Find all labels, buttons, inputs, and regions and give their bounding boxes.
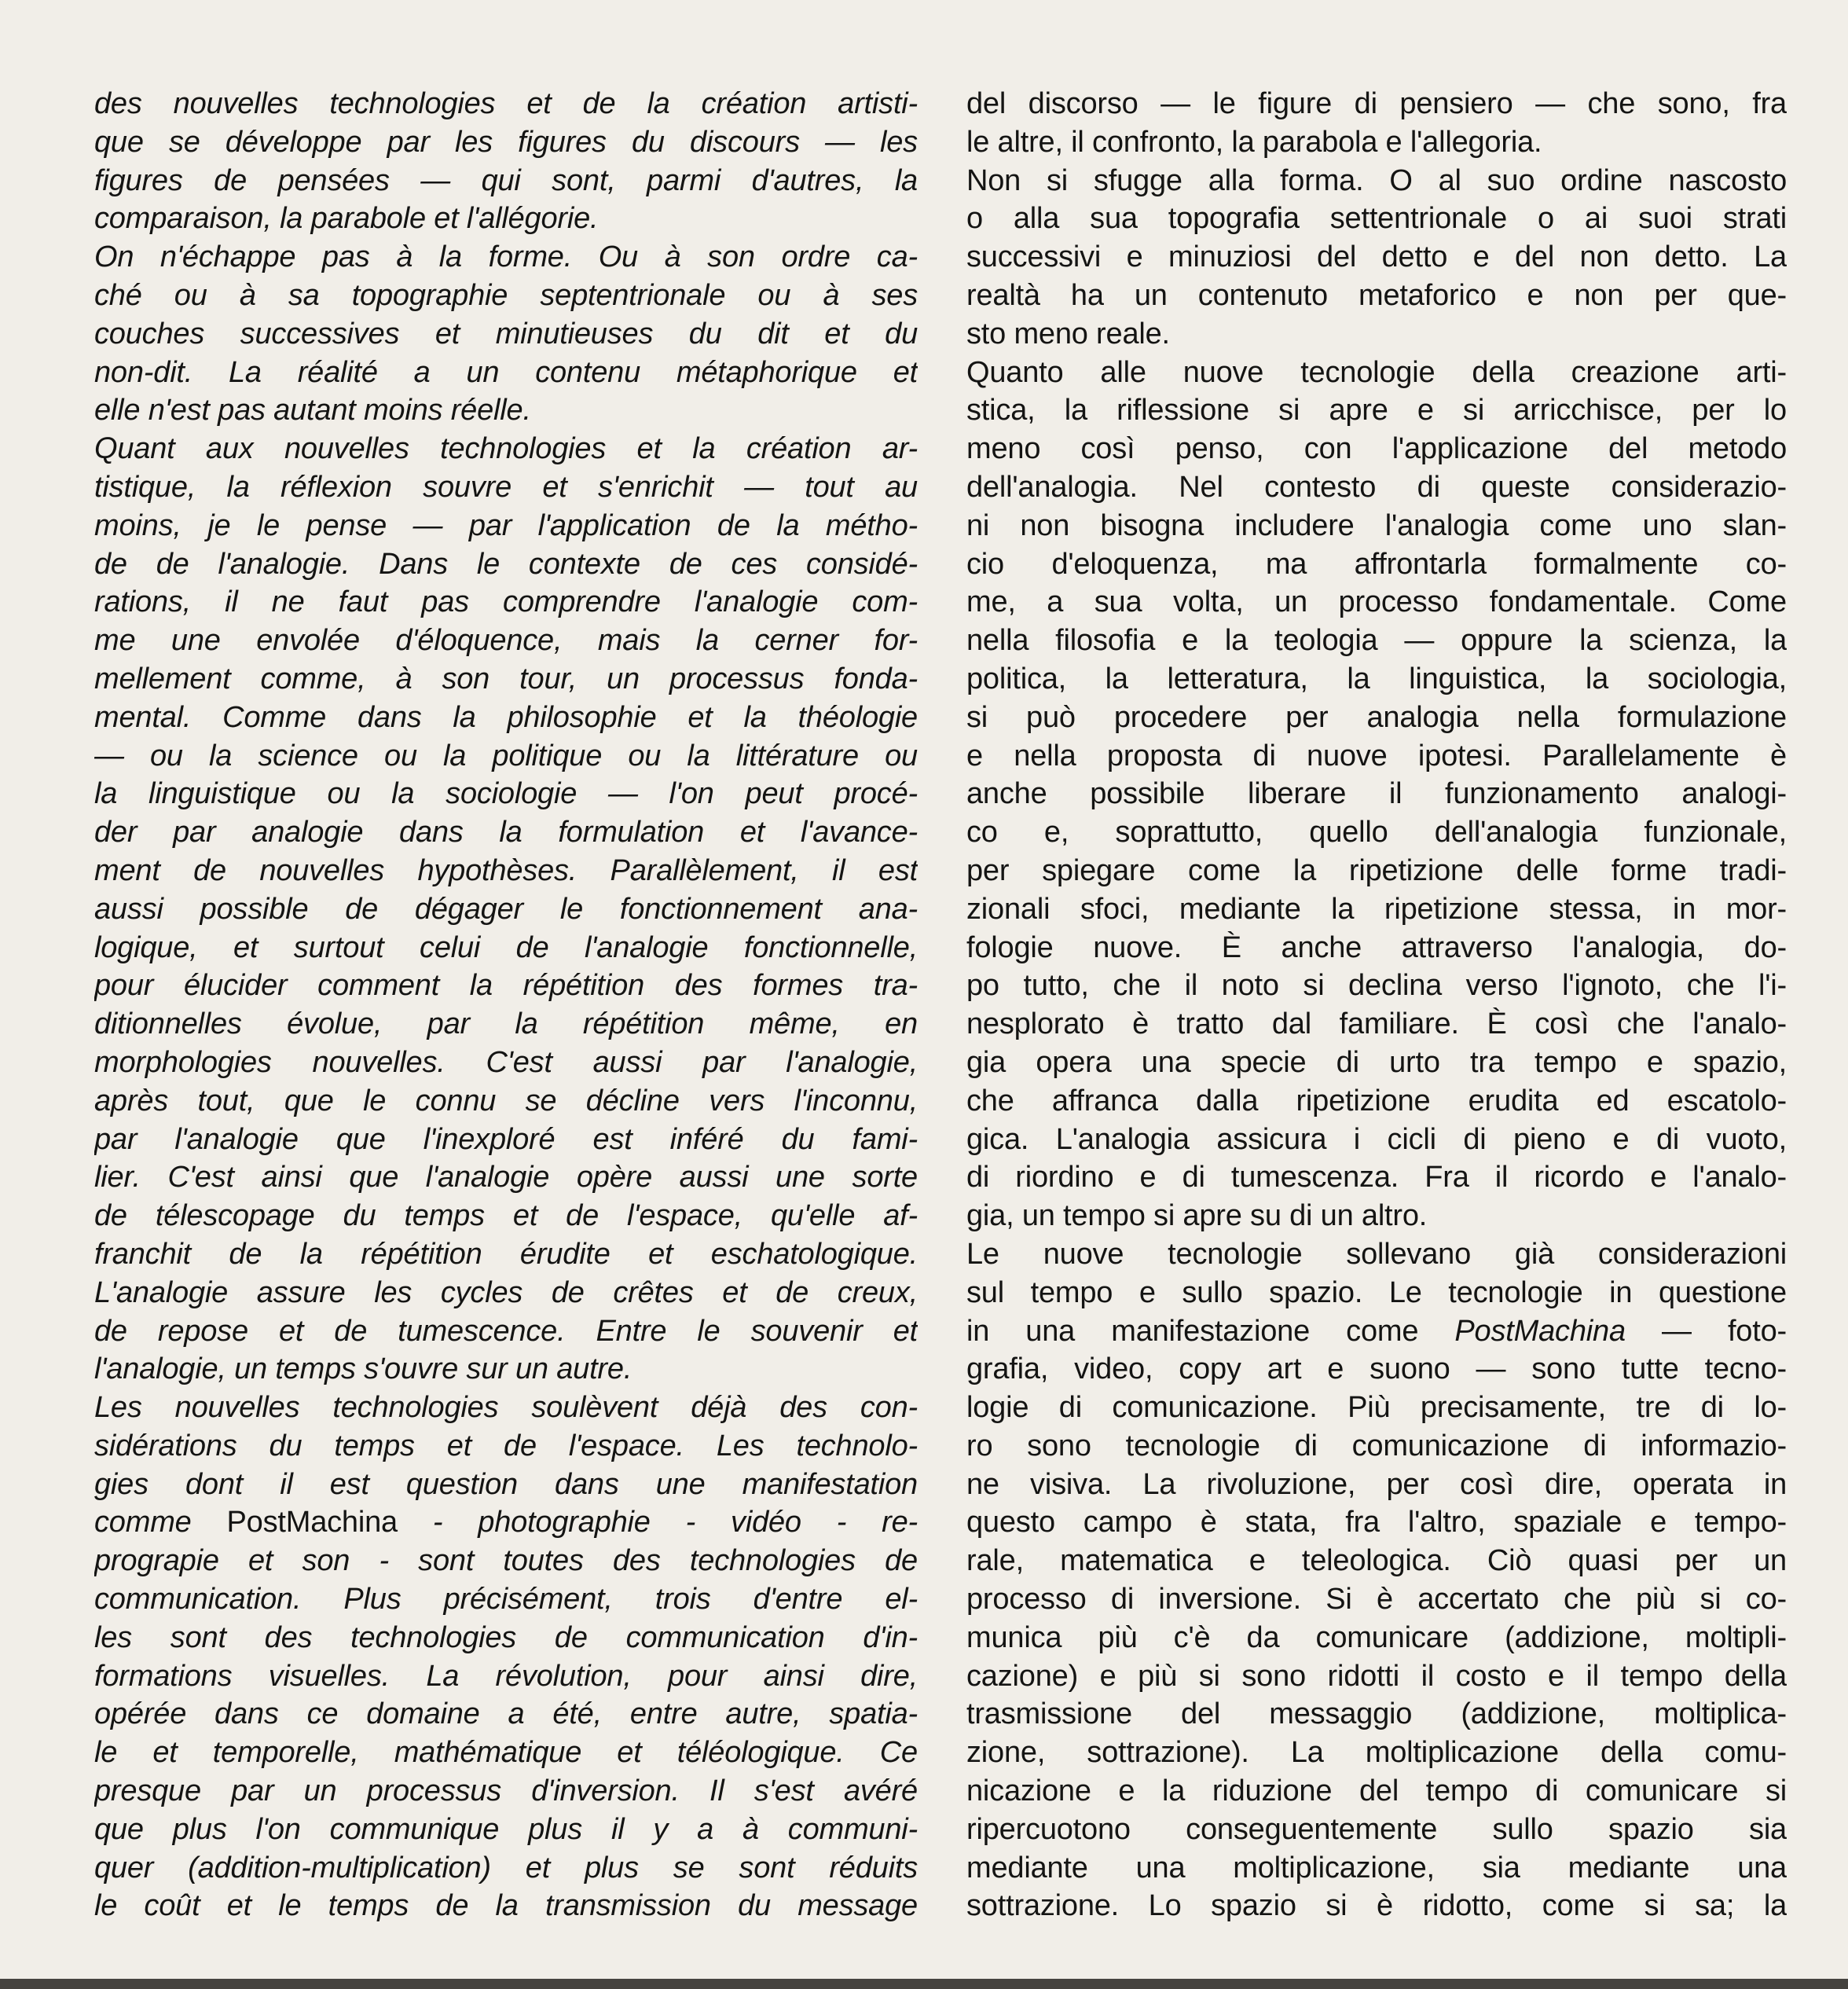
text-line: ment de nouvelles hypothèses. Parallèlement, il est (94, 853, 918, 887)
text-line: sottrazione. Lo spazio si è ridotto, come si sa; la (966, 1889, 1787, 1923)
text-line: nicazione e la riduzione del tempo di comunicare si (966, 1774, 1787, 1808)
text-line: comparaison, la parabole et l'allégorie. (94, 202, 599, 236)
text-line: stica, la riflessione si apre e si arricchisce, per lo (966, 394, 1787, 428)
text-line: cazione) e più si sono ridotti il costo e il tempo della (966, 1659, 1787, 1693)
text-line: prograpie et son - sont toutes des technologies de (94, 1544, 918, 1578)
text-line: questo campo è stata, fra l'altro, spaziale e tempo- (966, 1506, 1787, 1539)
text-line: après tout, que le connu se décline vers l'inconnu, (94, 1084, 918, 1117)
two-column-text-block (94, 0, 1787, 1925)
text-line: quer (addition-multiplication) et plus se sont réduits (94, 1851, 918, 1884)
page-bottom-edge (0, 1979, 1848, 1989)
text-line: fologie nuove. È anche attraverso l'analogia, do- (966, 930, 1787, 964)
text-line: presque par un processus d'inversion. Il s'est avéré (94, 1774, 918, 1808)
text-line: sidérations du temps et de l'espace. Les technolo- (94, 1429, 918, 1462)
text-line: politica, la letteratura, la linguistica, la sociologia, (966, 662, 1787, 695)
text-line: sul tempo e sullo spazio. Le tecnologie in questione (966, 1275, 1787, 1309)
text-line: moins, je le pense — par l'application de la métho- (94, 508, 918, 542)
text-line: logie di comunicazione. Più precisamente, tre di lo- (966, 1391, 1787, 1425)
text-line: morphologies nouvelles. C'est aussi par l'analogie, (94, 1045, 918, 1079)
text-line: On n'échappe pas à la forme. Ou à son ordre ca- (94, 240, 918, 274)
text-line: mellement comme, à son tour, un processus fonda- (94, 662, 918, 695)
text-line: e nella proposta di nuove ipotesi. Parallelamente è (966, 739, 1787, 772)
text-line: del discorso — le figure di pensiero — che sono, fra (966, 87, 1787, 120)
text-line: nesplorato è tratto dal familiare. È così che l'analo- (966, 1007, 1787, 1041)
text-line: po tutto, che il noto si declina verso l'ignoto, che l'i- (966, 969, 1787, 1003)
text-line: cio d'eloquenza, ma affrontarla formalmente co- (966, 547, 1787, 581)
text-line: tistique, la réflexion souvre et s'enrichit — tout au (94, 470, 918, 504)
text-line: trasmissione del messaggio (addizione, moltiplica- (966, 1697, 1787, 1731)
emphasis-term: PostMachina (226, 1506, 398, 1539)
text-line: opérée dans ce domaine a été, entre autre, spatia- (94, 1697, 918, 1731)
french-column (94, 85, 918, 1925)
text-line: zionali sfoci, mediante la ripetizione stessa, in mor- (966, 892, 1787, 926)
text-line: Quant aux nouvelles technologies et la création ar- (94, 432, 918, 466)
text-line: sto meno reale. (966, 317, 1170, 350)
text-line: mediante una moltiplicazione, sia mediante una (966, 1851, 1787, 1884)
text-line: Le nuove tecnologie sollevano già considerazioni (966, 1237, 1787, 1271)
text-line: — ou la science ou la politique ou la littérature ou (94, 739, 918, 772)
text-line: nella filosofia e la teologia — oppure la scienza, la (966, 624, 1787, 658)
text-line: ni non bisogna includere l'analogia come uno slan- (966, 508, 1787, 542)
text-line: lier. C'est ainsi que l'analogie opère aussi une sorte (94, 1161, 918, 1195)
text-line: le altre, il confronto, la parabola e l'allegoria. (966, 125, 1542, 159)
text-line: ne visiva. La rivoluzione, per così dire, operata in (966, 1467, 1787, 1501)
text-line: l'analogie, un temps s'ouvre sur un autre. (94, 1352, 632, 1386)
text-line: communication. Plus précisément, trois d'entre el- (94, 1583, 918, 1617)
text-line: de télescopage du temps et de l'espace, qu'elle af- (94, 1199, 918, 1233)
text-line: processo di inversione. Si è accertato che più si co- (966, 1583, 1787, 1617)
text-line: rale, matematica e teleologica. Ciò quasi per un (966, 1544, 1787, 1578)
text-line: realtà ha un contenuto metaforico e non per que- (966, 278, 1787, 312)
italian-column (966, 85, 1787, 1925)
text-line: couches successives et minutieuses du dit et du (94, 317, 918, 350)
text-line: que se développe par les figures du discours — les (94, 125, 918, 159)
text-line: successivi e minuziosi del detto e del non detto. La (966, 240, 1787, 274)
text-line: gica. L'analogia assicura i cicli di pieno e di vuoto, (966, 1122, 1787, 1156)
text-line: des nouvelles technologies et de la création artisti- (94, 87, 918, 120)
text-line: co e, soprattutto, quello dell'analogia funzionale, (966, 816, 1787, 850)
text-line: in una manifestazione come PostMachina — foto- (966, 1314, 1787, 1348)
text-line: mental. Comme dans la philosophie et la théologie (94, 700, 918, 734)
text-line: si può procedere per analogia nella formulazione (966, 700, 1787, 734)
text-line: la linguistique ou la sociologie — l'on peut procé- (94, 777, 918, 811)
text-line: per spiegare come la ripetizione delle forme tradi- (966, 853, 1787, 887)
text-line: logique, et surtout celui de l'analogie fonctionnelle, (94, 930, 918, 964)
text-line: franchit de la répétition érudite et eschatologique. (94, 1237, 918, 1271)
text-line: les sont des technologies de communication d'in- (94, 1620, 918, 1654)
text-line: pour élucider comment la répétition des formes tra- (94, 969, 918, 1003)
text-line: de de l'analogie. Dans le contexte de ces considé- (94, 547, 918, 581)
text-line: zione, sottrazione). La moltiplicazione della comu- (966, 1736, 1787, 1770)
text-line: Les nouvelles technologies soulèvent déjà des con- (94, 1391, 918, 1425)
emphasis-term: PostMachina (1454, 1314, 1626, 1348)
text-line: de repose et de tumescence. Entre le souvenir et (94, 1314, 918, 1348)
text-line: Quanto alle nuove tecnologie della creazione arti- (966, 355, 1787, 389)
text-line: meno così penso, con l'applicazione del metodo (966, 432, 1787, 466)
text-line: gia opera una specie di urto tra tempo e spazio, (966, 1045, 1787, 1079)
text-line: me une envolée d'éloquence, mais la cerner for- (94, 624, 918, 658)
text-line: der par analogie dans la formulation et l'avance- (94, 816, 918, 850)
text-line: rations, il ne faut pas comprendre l'analogie com- (94, 585, 918, 619)
text-line: ché ou à sa topographie septentrionale ou à ses (94, 278, 918, 312)
text-line: che affranca dalla ripetizione erudita ed escatolo- (966, 1084, 1787, 1117)
text-line: Non si sfugge alla forma. O al suo ordine nascosto (966, 163, 1787, 197)
text-line: gies dont il est question dans une manifestation (94, 1467, 918, 1501)
text-line: munica più c'è da comunicare (addizione, moltipli- (966, 1620, 1787, 1654)
text-line: di riordino e di tumescenza. Fra il ricordo e l'analo- (966, 1161, 1787, 1195)
text-line: comme PostMachina - photographie - vidéo - re- (94, 1506, 918, 1539)
text-line: anche possibile liberare il funzionamento analogi- (966, 777, 1787, 811)
text-line: o alla sua topografia settentrionale o ai suoi strati (966, 202, 1787, 236)
text-line: que plus l'on communique plus il y a à communi- (94, 1812, 918, 1846)
text-line: grafia, video, copy art e suono — sono tutte tecno- (966, 1352, 1787, 1386)
text-line: non-dit. La réalité a un contenu métaphorique et (94, 355, 918, 389)
text-line: le et temporelle, mathématique et téléologique. Ce (94, 1736, 918, 1770)
text-line: le coût et le temps de la transmission du message (94, 1889, 918, 1923)
text-line: elle n'est pas autant moins réelle. (94, 394, 531, 428)
text-line: L'analogie assure les cycles de crêtes et de creux, (94, 1275, 918, 1309)
text-line: formations visuelles. La révolution, pour ainsi dire, (94, 1659, 918, 1693)
text-line: ditionnelles évolue, par la répétition même, en (94, 1007, 918, 1041)
text-line: par l'analogie que l'inexploré est inféré du fami- (94, 1122, 918, 1156)
text-line: ripercuotono conseguentemente sullo spazio sia (966, 1812, 1787, 1846)
text-line: aussi possible de dégager le fonctionnement ana- (94, 892, 918, 926)
text-line: me, a sua volta, un processo fondamentale. Come (966, 585, 1787, 619)
text-line: gia, un tempo si apre su di un altro. (966, 1199, 1428, 1233)
text-line: figures de pensées — qui sont, parmi d'autres, la (94, 163, 918, 197)
text-line: dell'analogia. Nel contesto di queste considerazio- (966, 470, 1787, 504)
text-line: ro sono tecnologie di comunicazione di informazio- (966, 1429, 1787, 1462)
